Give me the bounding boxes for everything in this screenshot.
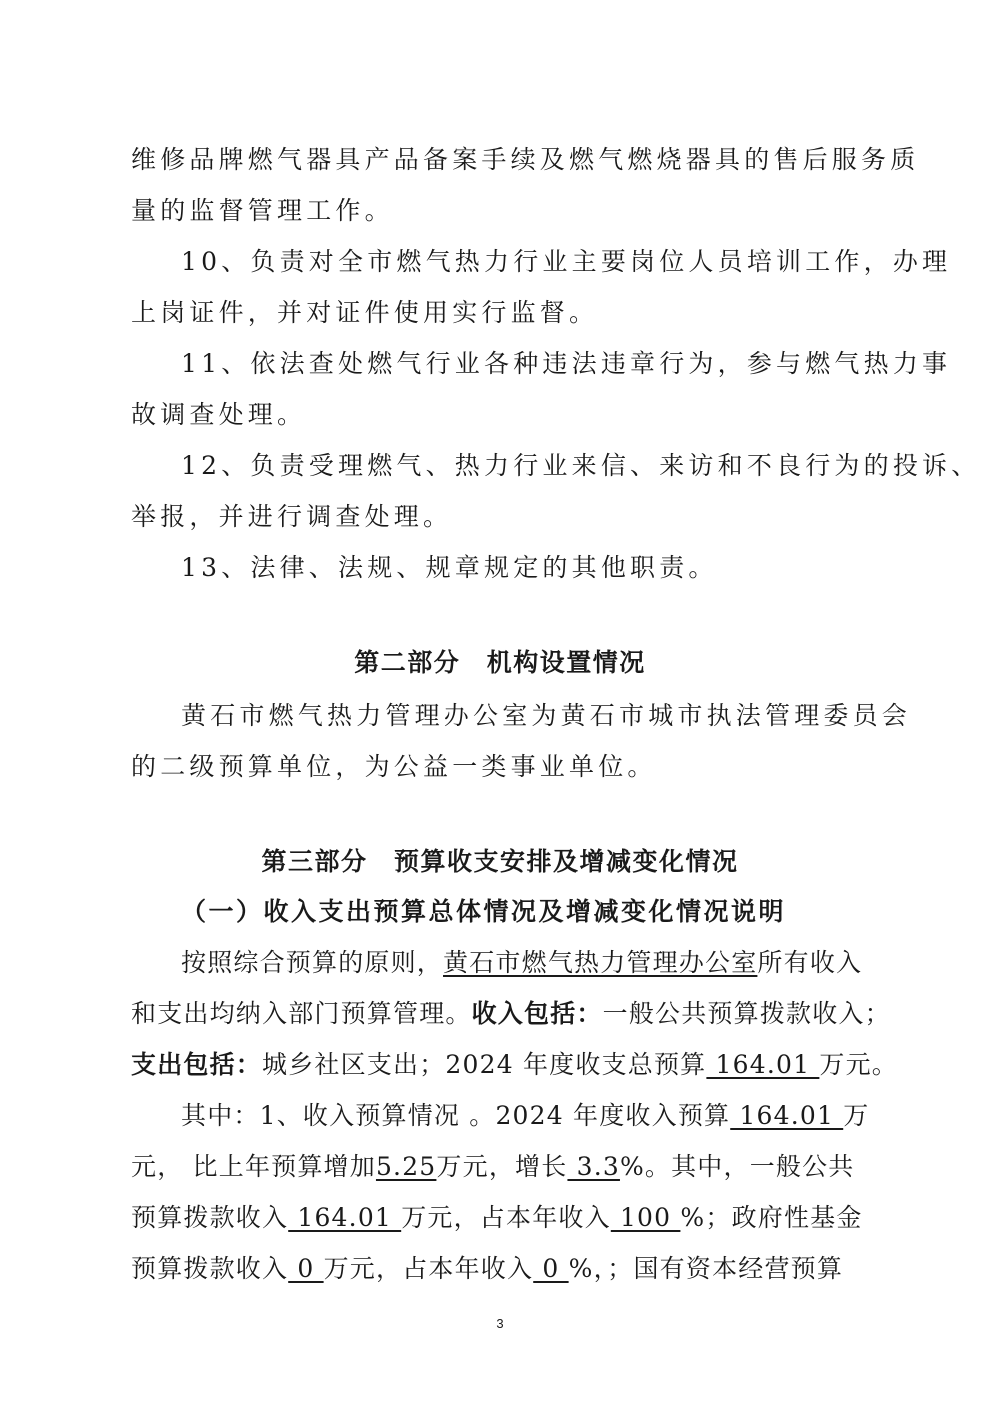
text-run: 城乡社区支出；2024 年度收支总预算 — [262, 1050, 707, 1079]
text-run: 元， 比上年预算增加 — [131, 1152, 376, 1181]
part-3-p1-line-1 — [181, 946, 921, 980]
part-3-p1-line-2 — [131, 997, 891, 1031]
expense-includes-label: 支出包括： — [131, 1050, 263, 1079]
text-run: 和支出均纳入部门预算管理。 — [131, 999, 472, 1028]
text-run: 其中：1、收入预算情况 。2024 年度收入预算 — [181, 1101, 731, 1130]
text-run: %，；国有资本经营预算 — [568, 1254, 844, 1283]
part-3-p2-line-3 — [131, 1201, 871, 1235]
duty-12-line-1: 12、负责受理燃气、热力行业来信、来访和不良行为的投诉、 — [181, 451, 981, 480]
duty-9-line-2: 量的监督管理工作。 — [131, 196, 394, 225]
text-run: 万 — [843, 1101, 870, 1130]
part-2-line-2: 的二级预算单位，为公益一类事业单位。 — [131, 752, 657, 781]
text-run: 所有收入 — [757, 948, 863, 977]
duty-10-line-1: 10、负责对全市燃气热力行业主要岗位人员培训工作，办理 — [181, 247, 952, 276]
duty-9-line-1: 维修品牌燃气器具产品备案手续及燃气燃烧器具的售后服务质 — [131, 145, 920, 174]
text-run: 万元。 — [819, 1050, 898, 1079]
part-3-p2-line-4 — [131, 1252, 871, 1286]
part-3-heading: 第三部分 预算收支安排及增减变化情况 — [261, 847, 739, 876]
fund-budget-pct: 0 — [533, 1254, 569, 1283]
general-budget-value: 164.01 — [288, 1203, 402, 1232]
duty-12-line-2: 举报，并进行调查处理。 — [131, 502, 453, 531]
duty-11-line-2: 故调查处理。 — [131, 400, 307, 429]
duty-13-line-1: 13、法律、法规、规章规定的其他职责。 — [181, 553, 718, 582]
text-run: %；政府性基金 — [680, 1203, 863, 1232]
unit-name: 黄石市燃气热力管理办公室 — [443, 948, 758, 977]
growth-value: 3.3 — [567, 1152, 620, 1181]
text-run: 预算拨款收入 — [131, 1203, 289, 1232]
fund-budget-value: 0 — [288, 1254, 324, 1283]
duty-11-line-1: 11、依法查处燃气行业各种违法违章行为，参与燃气热力事 — [181, 349, 952, 378]
part-3-p2-line-1 — [181, 1099, 921, 1133]
text-run: 预算拨款收入 — [131, 1254, 289, 1283]
income-budget-value: 164.01 — [730, 1101, 844, 1130]
text-run: 万元，占本年收入 — [401, 1203, 611, 1232]
text-run: 按照综合预算的原则， — [181, 948, 444, 977]
part-2-heading: 第二部分 机构设置情况 — [354, 648, 646, 677]
part-3-subheading: （一）收入支出预算总体情况及增减变化情况说明 — [181, 897, 787, 926]
part-2-line-1: 黄石市燃气热力管理办公室为黄石市城市执法管理委员会 — [181, 701, 912, 730]
part-3-p2-line-2 — [131, 1150, 871, 1184]
text-run: 万元，占本年收入 — [323, 1254, 534, 1283]
general-budget-pct: 100 — [610, 1203, 681, 1232]
text-run: 万元，增长 — [436, 1152, 568, 1181]
page-number: 3 — [496, 1316, 504, 1331]
duty-10-line-2: 上岗证件，并对证件使用实行监督。 — [131, 298, 599, 327]
part-3-p1-line-3 — [131, 1048, 898, 1082]
text-run: %。其中，一般公共 — [619, 1152, 855, 1181]
income-includes-label: 收入包括： — [471, 999, 603, 1028]
increase-value: 5.25 — [375, 1152, 437, 1181]
text-run: 一般公共预算拨款收入； — [602, 999, 891, 1028]
total-budget-value: 164.01 — [706, 1050, 820, 1079]
